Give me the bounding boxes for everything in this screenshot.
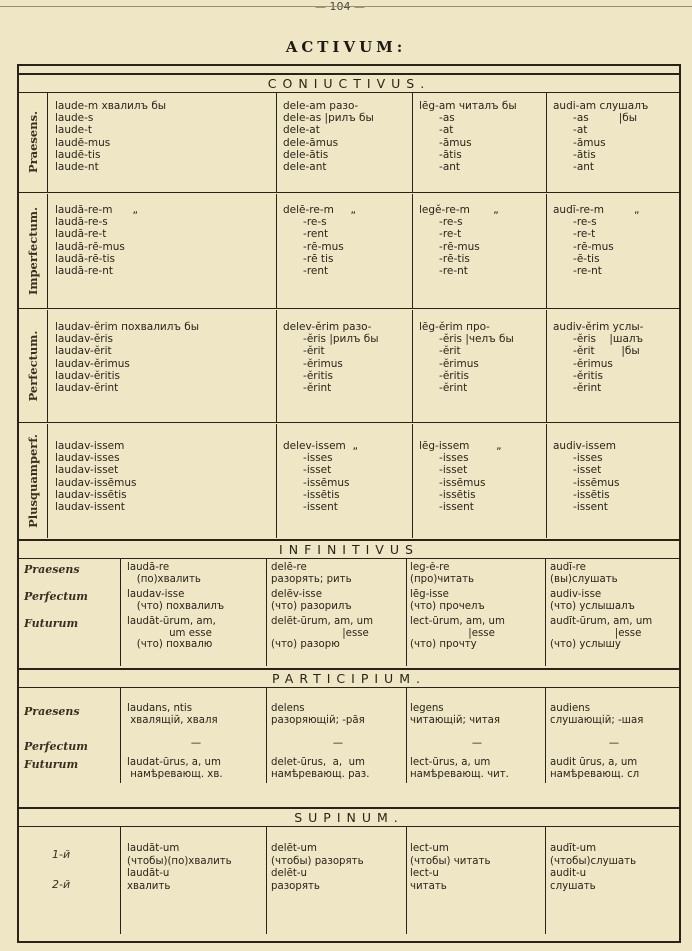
top-rule (0, 6, 692, 7)
table-cell: audiv-isse (что) услышалъ (550, 589, 635, 612)
block-label (19, 424, 48, 538)
table-cell: audit ūrus, a, um намѣревающ. сл (550, 757, 640, 780)
table-cell: — (471, 738, 483, 749)
row-label-perfectum: Perfectum (24, 590, 88, 603)
table-cell: audīt-ūrum, am, um |esse (что) услышу (550, 616, 653, 650)
table-cell: — (332, 738, 344, 749)
table-cell: lect-ūrus, a, um намѣревающ. чит. (410, 757, 509, 780)
table-cell: audī-re-m „ -re-s -re-t -rē-mus -ē-tis -re-nt (553, 204, 640, 278)
table-cell: laudat-ūrus, a, um намѣревающ. хв. (127, 757, 223, 780)
row-label-praesens: Praesens (24, 705, 80, 718)
block-praesens (19, 92, 679, 193)
column-divider (120, 687, 121, 783)
table-cell: laudā-re (по)хвалить (127, 562, 201, 585)
table-cell: audiens слушающій; -шая (550, 703, 644, 726)
block-label-text: Plusquamperf. (26, 434, 40, 528)
row-label-praesens: Praesens (24, 563, 80, 576)
table-cell: — (190, 738, 202, 749)
block-imperfectum (19, 194, 679, 309)
table-cell: delē-re разорять; рить (271, 562, 352, 585)
table-cell: delē-re-m „ -re-s -rent -rē-mus -rē tis -rent (277, 194, 413, 308)
table-cell: lēg-ĕrim про- -ĕris |челъ бы -ĕrit -ĕrimus -ĕritis -ĕrint (413, 310, 547, 422)
supinum-label-first: 1-й (52, 848, 71, 861)
table-cell: laudav-ĕrim похвалилъ бы laudav-ĕris laudav-ĕrit laudav-ĕrimus laudav-ĕritis laudav-ĕrint (49, 310, 277, 422)
table-cell: delens разоряющій; -рāя (271, 703, 365, 726)
table-cell: delēv-isse (что) разорилъ (271, 589, 352, 612)
section-heading-supinum: SUPINUM. (17, 807, 681, 827)
table-cell: audiv-ĕrim услы- -ĕris |шалъ -ĕrit |бы -ĕrimus -ĕritis -ĕrint (553, 321, 644, 395)
column-divider (120, 558, 121, 666)
column-divider (266, 558, 267, 666)
table-cell: laudav-issem laudav-isses laudav-isset laudav-issēmus laudav-issētis laudav-issent (49, 424, 277, 538)
table-cell: — (608, 738, 620, 749)
table-cell: delēt-ūrum, am, um |esse (что) разорю (271, 616, 374, 650)
table-cell: laudāt-um (чтобы)(по)хвалить laudāt-u хвалить (127, 843, 232, 892)
row-label-perfectum: Perfectum (24, 740, 88, 753)
column-divider (266, 687, 267, 783)
block-label-text: Imperfectum. (26, 206, 40, 296)
table-cell: delev-issem „ -isses -isset -issēmus -issētis -issent (277, 424, 413, 538)
block-label-text: Perfectum. (26, 330, 40, 402)
table-cell: laudāt-ūrum, am, um esse (что) похвалю (127, 616, 216, 650)
table-cell: legĕ-re-m „ -re-s -re-t -rē-mus -rē-tis -re-nt (413, 194, 547, 308)
table-cell: lect-ūrum, am, um |esse (что) прочту (410, 616, 505, 650)
supinum-label-second: 2-й (52, 878, 71, 891)
table-cell: dele-am разо- dele-as |рилъ бы dele-at dele-āmus dele-ātis dele-ant (277, 92, 413, 192)
section-heading-participium: PARTICIPIUM. (17, 668, 681, 688)
column-divider (406, 687, 407, 783)
column-divider (406, 826, 407, 934)
table-cell: laudav-isse (что) похвалилъ (127, 589, 225, 612)
table-cell: audi-am слушалъ -as |бы -at -āmus -ātis -ant (553, 100, 649, 174)
block-perfectum (19, 310, 679, 423)
row-label-futurum: Futurum (24, 617, 79, 630)
column-divider (266, 826, 267, 934)
table-cell: lēg-issem „ -isses -isset -issēmus -issētis -issent (413, 424, 547, 538)
column-divider (545, 826, 546, 934)
table-cell: leg-ĕ-re (про)читать (410, 562, 475, 585)
table-cell: audī-re (вы)слушать (550, 562, 618, 585)
block-plusquamperfectum (19, 424, 679, 538)
column-divider (120, 826, 121, 934)
table-cell: audīt-um (чтобы)слушать audit-u слушать (550, 843, 637, 892)
block-label (19, 310, 48, 422)
table-cell: laudā-re-m „ laudā-re-s laudā-re-t laudā-rē-mus laudā-rē-tis laudā-re-nt (49, 194, 277, 308)
table-cell: laudans, ntis хвалящій, хваля (127, 703, 218, 726)
table-cell: lēg-isse (что) прочелъ (410, 589, 485, 612)
column-divider (406, 558, 407, 666)
page-title: ACTIVUM: (285, 38, 407, 56)
column-divider (545, 687, 546, 783)
block-label (19, 92, 48, 192)
block-label (19, 194, 48, 308)
page-number: — 104 — (315, 0, 365, 13)
block-label-text: Praesens. (26, 110, 40, 174)
row-label-futurum: Futurum (24, 758, 79, 771)
table-cell: delet-ūrus, a, um намѣревающ. раз. (271, 757, 370, 780)
table-cell: lēg-am читалъ бы -as -at -āmus -ātis -ant (413, 92, 547, 192)
table-cell: laude-m хвалилъ бы laude-s laude-t laudē-mus laudē-tis laude-nt (49, 92, 277, 192)
table-cell: lect-um (чтобы) читать lect-u читать (410, 843, 491, 892)
section-heading-infinitivus: INFINITIVUS (17, 539, 681, 559)
table-cell: legens читающій; читая (410, 703, 501, 726)
table-cell: delev-ĕrim разо- -ĕris |рилъ бы -ĕrit -ĕrimus -ĕritis -ĕrint (277, 310, 413, 422)
table-cell: delēt-um (чтобы) разорять delēt-u разорять (271, 843, 364, 892)
table-cell: audiv-issem -isses -isset -issēmus -issētis -issent (553, 440, 620, 514)
section-heading-coniunctivus: CONIUCTIVUS. (17, 73, 681, 93)
column-divider (545, 558, 546, 666)
